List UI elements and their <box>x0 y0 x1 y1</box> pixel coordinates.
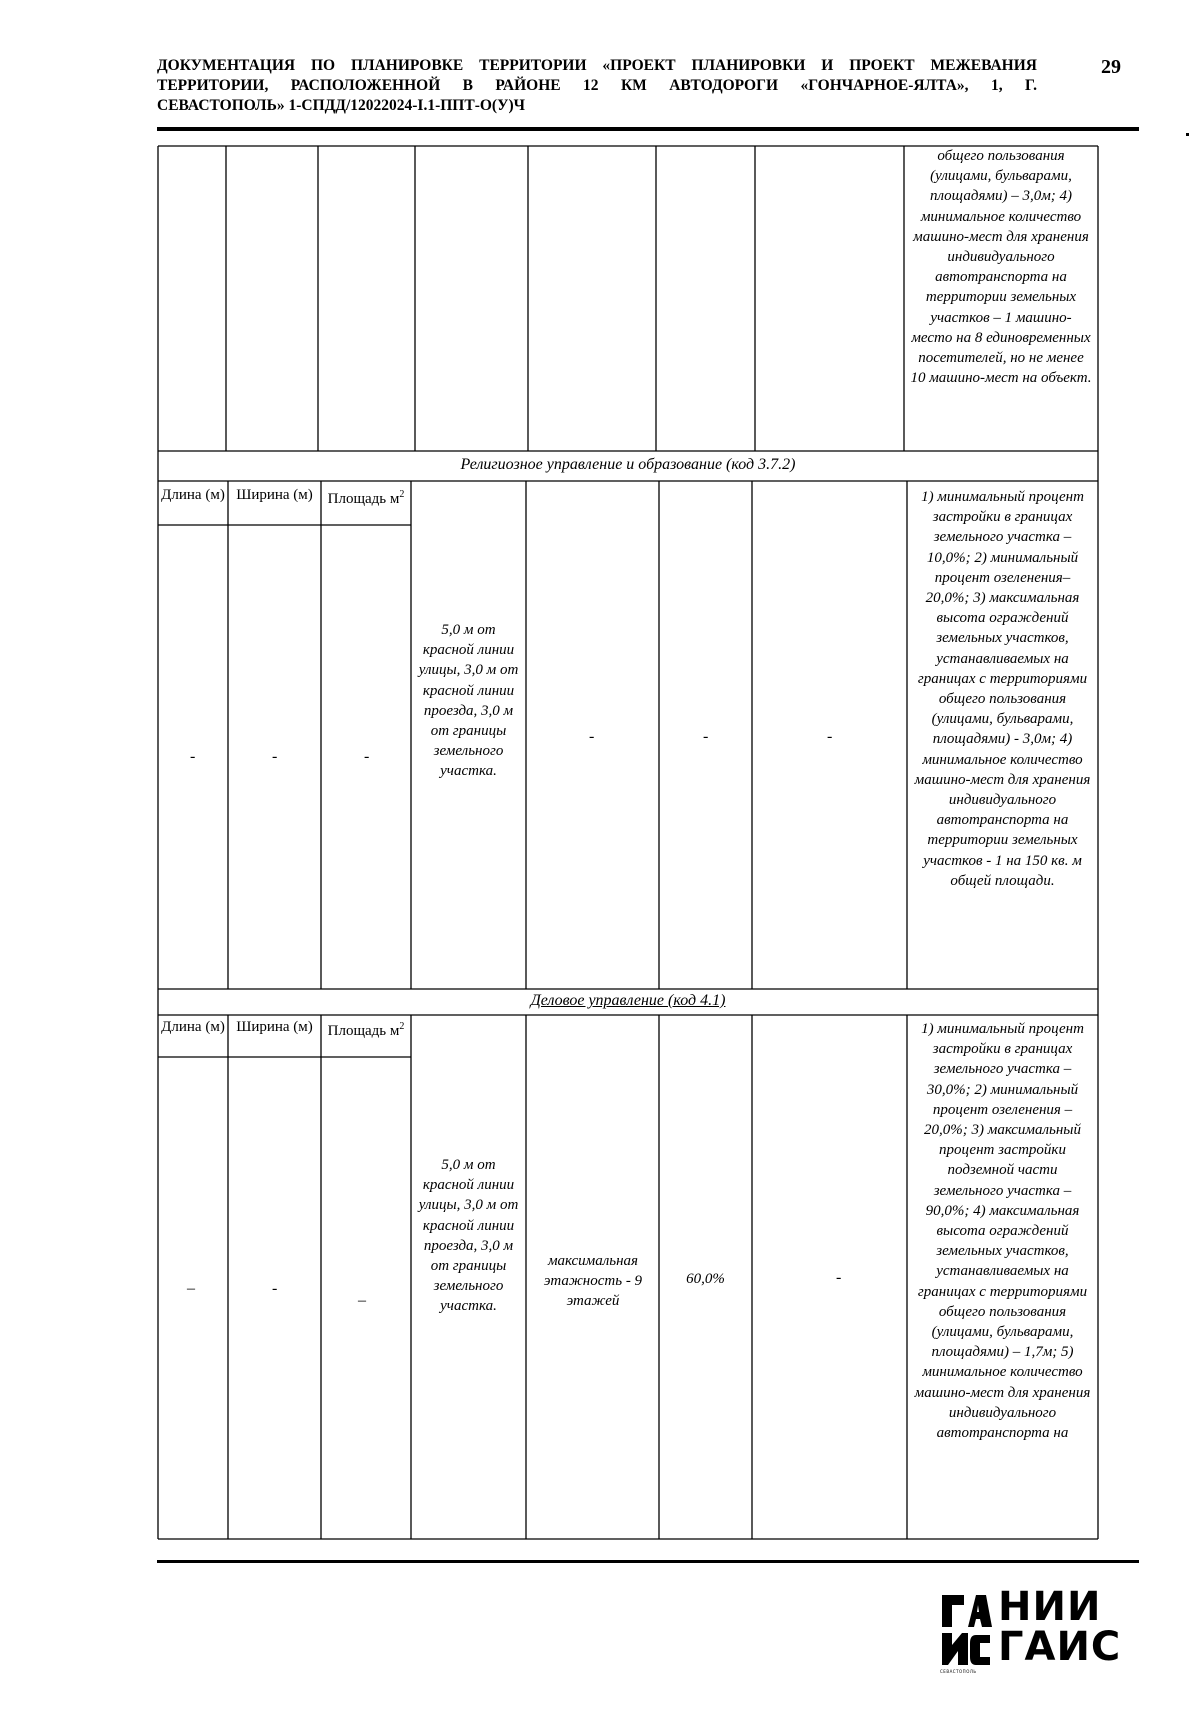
coverage-value: - <box>703 728 709 745</box>
width-value: - <box>272 1280 278 1297</box>
col-area-header <box>321 1017 411 1041</box>
header-line-2: ТЕРРИТОРИИ, РАСПОЛОЖЕННОЙ В РАЙОНЕ 12 КМ АВТОДОРОГИ «ГОНЧАРНОЕ-ЯЛТА», 1, Г. <box>157 77 1037 94</box>
logo-text-gais: ГАИС <box>998 1624 1122 1670</box>
logo-caption: СЕВАСТОПОЛЬ <box>940 1669 977 1674</box>
col-width-header: Ширина (м) <box>236 1019 313 1035</box>
width-value: - <box>272 748 278 765</box>
section-title-religious: Религиозное управление и образование (код 3.7.2) <box>460 456 796 473</box>
nii-gais-logo <box>940 1584 1122 1677</box>
params-text: 1) минимальный процент застройки в границах земельного участка – 10,0%; 2) минимальный процент озеленения– 20,0%; 3) максимальная высота ограждений земельных участков, устанавливаемых на границах с территориями общего пользования (улицами, бульварами, площадями) - 3,0м; 4) минимальное количество машино-мест для хранения индивидуального автотранспорта на территории земельных участков - 1 на 150 кв. м общей площади. <box>914 489 1091 889</box>
header-line-1: ДОКУМЕНТАЦИЯ ПО ПЛАНИРОВКЕ ТЕРРИТОРИИ «ПРОЕКТ ПЛАНИРОВКИ И ПРОЕКТ МЕЖЕВАНИЯ <box>157 57 1037 74</box>
col-length-header: Длина (м) <box>161 1019 225 1035</box>
params-text: 1) минимальный процент застройки в границах земельного участка – 30,0%; 2) минимальный процент озеленения – 20,0%; 3) максимальный процент застройки подземной части земельного участка – 90,0%; 4) максимальная высота ограждений земельных участков, устанавливаемых на границах с территориями общего пользования (улицами, бульварами, площадями) – 1,7м; 5) минимальное количество машино-мест для хранения индивидуального автотранспорта на <box>914 1021 1091 1442</box>
col7-value: - <box>827 728 833 745</box>
col-area-label: Площадь м <box>327 1023 400 1039</box>
col-area-superscript: 2 <box>399 1021 405 1032</box>
gais-mark-icon <box>940 1591 992 1669</box>
setback-text: 5,0 м от красной линии улицы, 3,0 м от красной линии проезда, 3,0 м от границы земельного участка. <box>418 1157 519 1315</box>
length-value: - <box>190 748 196 765</box>
col-area-superscript: 2 <box>399 489 405 500</box>
floors-value: - <box>589 728 595 745</box>
continued-params-text: общего пользования (улицами, бульварами, площадями) – 3,0м; 4) минимальное количество машино-мест для хранения индивидуального автотранспорта на территории земельных участков – 1 машино-место на 8 единовременных посетителей, но не менее 10 машино-мест на объект. <box>910 148 1092 387</box>
area-value: - <box>364 748 370 765</box>
area-value: – <box>358 1292 366 1309</box>
header-line-3: СЕВАСТОПОЛЬ» 1-СПДД/12022024-I.1-ППТ-О(У)Ч <box>157 97 525 114</box>
coverage-value: 60,0% <box>686 1271 725 1287</box>
col-length-header: Длина (м) <box>161 487 225 503</box>
setback-text: 5,0 м от красной линии улицы, 3,0 м от красной линии проезда, 3,0 м от границы земельного участка. <box>418 622 519 780</box>
col-area-label: Площадь м <box>327 491 400 507</box>
section-title-business: Деловое управление (код 4.1) <box>530 992 726 1009</box>
length-value: – <box>187 1280 195 1297</box>
logo-text-nii: НИИ <box>998 1584 1102 1630</box>
footer-rule <box>157 1560 1139 1563</box>
col7-value: - <box>836 1269 842 1286</box>
floors-text: максимальная этажность - 9 этажей <box>543 1253 643 1310</box>
col-width-header: Ширина (м) <box>236 487 313 503</box>
col-area-header <box>321 485 411 509</box>
page-number: 29 <box>1101 56 1121 78</box>
